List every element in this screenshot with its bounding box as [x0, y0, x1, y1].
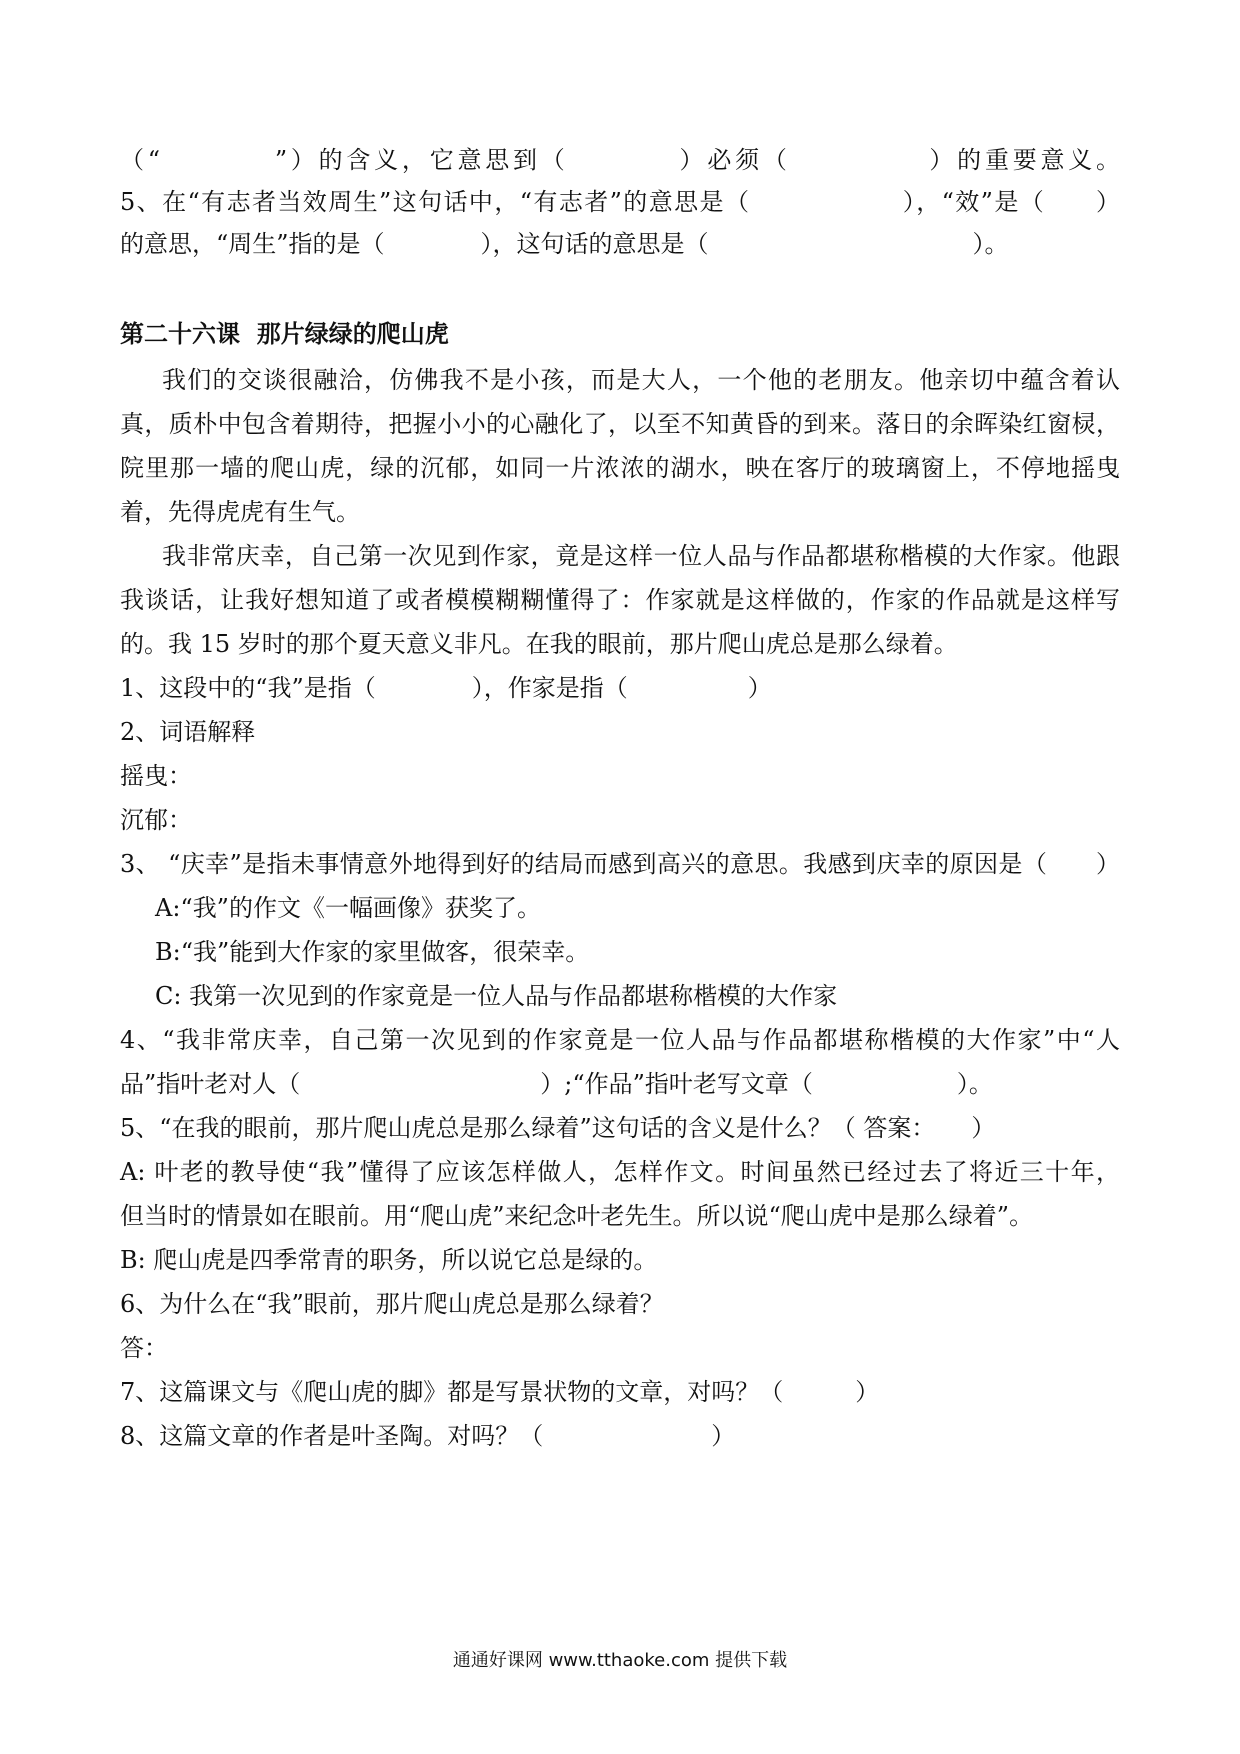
question-4-cont: 品”指叶老对人（ ）;“作品”指叶老写文章（ ）。 — [120, 1070, 993, 1098]
lesson-title: 第二十六课 那片绿绿的爬山虎 — [120, 320, 449, 348]
question-1: 1、这段中的“我”是指（ ），作家是指（ ） — [120, 674, 772, 702]
option-a: A:“我”的作文《一幅画像》获奖了。 — [155, 894, 541, 922]
paragraph-line: 我非常庆幸，自己第一次见到作家，竟是这样一位人品与作品都堪称楷模的大作家。他跟 — [162, 542, 1120, 570]
option-a-cont: 但当时的情景如在眼前。用“爬山虎”来纪念叶老先生。所以说“爬山虎中是那么绿着”。 — [120, 1202, 1034, 1230]
question-4: 4、“我非常庆幸，自己第一次见到的作家竟是一位人品与作品都堪称楷模的大作家”中“人 — [120, 1026, 1120, 1054]
option-b: B: 爬山虎是四季常青的职务，所以说它总是绿的。 — [120, 1246, 658, 1274]
paragraph-line: 的。我 15 岁时的那个夏天意义非凡。在我的眼前，那片爬山虎总是那么绿着。 — [120, 630, 958, 658]
answer-line: 答： — [120, 1334, 168, 1362]
paragraph-line: 院里那一墙的爬山虎，绿的沉郁，如同一片浓浓的湖水，映在客厅的玻璃窗上，不停地摇曳 — [120, 454, 1120, 482]
answer-line: 摇曳： — [120, 762, 192, 790]
question-6: 6、为什么在“我”眼前，那片爬山虎总是那么绿着？ — [120, 1290, 664, 1318]
option-c: C: 我第一次见到的作家竟是一位人品与作品都堪称楷模的大作家 — [155, 982, 838, 1010]
paragraph-line: 我们的交谈很融洽，仿佛我不是小孩，而是大人，一个他的老朋友。他亲切中蕴含着认 — [162, 366, 1120, 394]
paragraph-line: 真，质朴中包含着期待，把握小小的心融化了，以至不知黄昏的到来。落日的余晖染红窗棂， — [120, 410, 1120, 438]
question-3: 3、 “庆幸”是指未事情意外地得到好的结局而感到高兴的意思。我感到庆幸的原因是（ ） — [120, 850, 1120, 878]
footer-credit: 通通好课网 www.tthaoke.com 提供下载 — [452, 1650, 788, 1671]
paragraph-line: 我谈话，让我好想知道了或者模模糊糊懂得了：作家就是这样做的，作家的作品就是这样写 — [120, 586, 1120, 614]
text-line: 的意思，“周生”指的是（ ），这句话的意思是（ ）。 — [120, 230, 1009, 258]
text-line: （“ ”）的含义，它意思到（ ）必须（ ）的重要意义。 — [120, 146, 1120, 174]
option-a: A: 叶老的教导使“我”懂得了应该怎样做人，怎样作文。时间虽然已经过去了将近三十年， — [120, 1158, 1120, 1186]
option-b: B:“我”能到大作家的家里做客，很荣幸。 — [155, 938, 590, 966]
question-5: 5、在“有志者当效周生”这句话中，“有志者”的意思是（ ），“效”是（ ） — [120, 188, 1120, 216]
question-5: 5、“在我的眼前，那片爬山虎总是那么绿着”这句话的含义是什么？（ 答案： ） — [120, 1114, 996, 1142]
paragraph-line: 着，先得虎虎有生气。 — [120, 498, 360, 526]
question-8: 8、这篇文章的作者是叶圣陶。对吗？（ ） — [120, 1422, 736, 1450]
answer-line: 沉郁： — [120, 806, 192, 834]
question-2: 2、词语解释 — [120, 718, 256, 746]
question-7: 7、这篇课文与《爬山虎的脚》都是写景状物的文章，对吗？（ ） — [120, 1378, 880, 1406]
